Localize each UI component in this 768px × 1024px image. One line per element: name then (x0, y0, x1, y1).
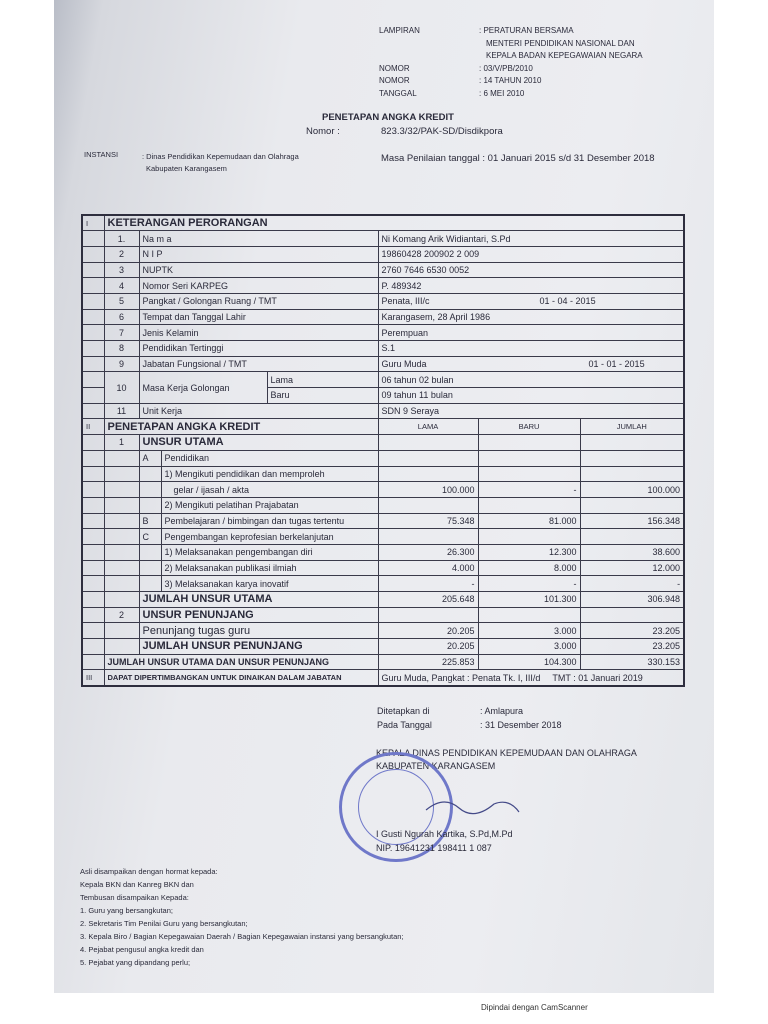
value-baru: - (478, 576, 580, 592)
nomor-sk-value: 823.3/32/PAK-SD/Disdikpora (381, 126, 503, 137)
distribution-item: 5. Pejabat yang dipandang perlu; (80, 958, 191, 967)
lampiran-value: : PERATURAN BERSAMA (479, 26, 574, 35)
section2-roman: II (82, 419, 104, 435)
scanner-watermark: Dipindai dengan CamScanner (481, 1003, 588, 1012)
lama-label: Lama (267, 372, 378, 388)
angka-kredit-table (81, 214, 685, 687)
item-label: Pengembangan keprofesian berkelanjutan (161, 529, 378, 545)
nomor-value-2: : 14 TAHUN 2010 (479, 76, 542, 85)
table-row (82, 450, 684, 466)
section3-roman: III (82, 670, 104, 686)
field-value: Karangasem, 28 April 1986 (378, 309, 684, 325)
value-lama: 205.648 (378, 592, 478, 608)
distribution-item: 3. Kepala Biro / Bagian Kepegawaian Daerah / Bagian Kepegawaian instansi yang bersangkutan; (80, 932, 404, 941)
table-row (82, 560, 684, 576)
row-number: 3 (104, 262, 139, 278)
value-jumlah: 306.948 (580, 592, 684, 608)
value-lama: 20.205 (378, 639, 478, 655)
table-row (82, 262, 684, 278)
item-label: Pendidikan (161, 450, 378, 466)
col-baru: BARU (478, 419, 580, 435)
lampiran-value-line3: KEPALA BADAN KEPEGAWAIAN NEGARA (486, 51, 643, 60)
distribution-line1: Asli disampaikan dengan hormat kepada: (80, 867, 218, 876)
value-jumlah: 100.000 (580, 482, 684, 498)
row-number: 2 (104, 607, 139, 623)
row-number: 9 (104, 356, 139, 372)
section3-value-cell (378, 670, 684, 686)
row-number: 5 (104, 293, 139, 309)
baru-value: 09 tahun 11 bulan (378, 388, 684, 404)
total-label: JUMLAH UNSUR UTAMA DAN UNSUR PENUNJANG (104, 654, 378, 670)
distribution-line3: Tembusan disampaikan Kepada: (80, 893, 189, 902)
pada-tanggal-label: Pada Tanggal (377, 720, 432, 730)
row-number: 1 (104, 435, 139, 451)
section3-tmt: TMT : 01 Januari 2019 (552, 672, 643, 683)
field-value: 2760 7646 6530 0052 (378, 262, 684, 278)
col-lama: LAMA (378, 419, 478, 435)
item-label: Pembelajaran / bimbingan dan tugas tertentu (161, 513, 378, 529)
instansi-value-line2: Kabupaten Karangasem (146, 164, 227, 173)
field-label: Masa Kerja Golongan (139, 372, 267, 403)
value-jumlah: 23.205 (580, 623, 684, 639)
signer-name: I Gusti Ngurah Kartika, S.Pd,M.Pd (376, 829, 513, 839)
tanggal-value: : 6 MEI 2010 (479, 88, 525, 98)
jabatan-line1: KEPALA DINAS PENDIDIKAN KEPEMUDAAN DAN OLAHRAGA (376, 748, 637, 758)
masa-penilaian: Masa Penilaian tanggal : 01 Januari 2015 s/d 31 Desember 2018 (381, 153, 655, 164)
value-jumlah: - (580, 576, 684, 592)
distribution-item: 4. Pejabat pengusul angka kredit dan (80, 945, 204, 954)
section3-value: Guru Muda, Pangkat : Penata Tk. I, III/d (381, 672, 541, 683)
table-row (82, 309, 684, 325)
row-number: 11 (104, 403, 139, 419)
table-row (82, 592, 684, 608)
col-jumlah: JUMLAH (580, 419, 684, 435)
value-baru: 12.300 (478, 544, 580, 560)
row-number: 1. (104, 231, 139, 247)
signer-nip: NIP. 19641231 198411 1 087 (376, 843, 492, 853)
jabatan-value: Guru Muda (381, 359, 427, 370)
item-label: 1) Mengikuti pendidikan dan memproleh (161, 466, 378, 482)
field-label: Na m a (139, 231, 378, 247)
item-label: 2) Melaksanakan publikasi ilmiah (161, 560, 378, 576)
baru-label: Baru (267, 388, 378, 404)
table-row (82, 403, 684, 419)
table-row (82, 607, 684, 623)
signature-scribble (424, 790, 524, 820)
table-row (82, 482, 684, 498)
pada-tanggal-value: : 31 Desember 2018 (480, 720, 562, 730)
field-label: Tempat dan Tanggal Lahir (139, 309, 378, 325)
field-value (378, 356, 684, 372)
table-row (82, 544, 684, 560)
field-value: Perempuan (378, 325, 684, 341)
field-label: Jabatan Fungsional / TMT (139, 356, 378, 372)
row-number: 4 (104, 278, 139, 294)
item-label: gelar / ijasah / akta (161, 482, 378, 498)
value-baru: 3.000 (478, 623, 580, 639)
table-row (82, 529, 684, 545)
value-jumlah: 38.600 (580, 544, 684, 560)
value-lama: 20.205 (378, 623, 478, 639)
table-row (82, 325, 684, 341)
item-label: Penunjang tugas guru (139, 623, 378, 639)
field-label: Jenis Kelamin (139, 325, 378, 341)
section3-label: DAPAT DIPERTIMBANGKAN UNTUK DINAIKAN DALAM JABATAN (104, 670, 378, 686)
tanggal-label: TANGGAL (379, 88, 417, 98)
lampiran-value-line2: MENTERI PENDIDIKAN NASIONAL DAN (486, 38, 635, 48)
value-baru: 104.300 (478, 654, 580, 670)
row-number: 10 (104, 372, 139, 403)
field-label: N I P (139, 246, 378, 262)
jumlah-penunjang-label: JUMLAH UNSUR PENUNJANG (139, 639, 378, 655)
pangkat-tmt: 01 - 04 - 2015 (539, 296, 596, 307)
item-label: 3) Melaksanakan karya inovatif (161, 576, 378, 592)
jumlah-utama-label: JUMLAH UNSUR UTAMA (139, 592, 378, 608)
document-page (54, 0, 714, 993)
table-row (82, 435, 684, 451)
jabatan-tmt: 01 - 01 - 2015 (588, 359, 645, 370)
item-letter: A (139, 450, 161, 466)
table-row (82, 576, 684, 592)
value-jumlah: 330.153 (580, 654, 684, 670)
field-value (378, 293, 684, 309)
value-baru: 81.000 (478, 513, 580, 529)
item-label: 2) Mengikuti pelatihan Prajabatan (161, 497, 378, 513)
table-row (82, 639, 684, 655)
section1-roman: I (82, 215, 104, 231)
lampiran-label: LAMPIRAN (379, 26, 420, 35)
value-baru: 3.000 (478, 639, 580, 655)
field-value: P. 489342 (378, 278, 684, 294)
field-label: Nomor Seri KARPEG (139, 278, 378, 294)
row-number: 2 (104, 246, 139, 262)
field-label: Pendidikan Tertinggi (139, 341, 378, 357)
value-jumlah: 12.000 (580, 560, 684, 576)
field-label: Pangkat / Golongan Ruang / TMT (139, 293, 378, 309)
section3-row (82, 670, 684, 686)
table-row (82, 231, 684, 247)
lampiran-header (379, 25, 679, 100)
field-label: Unit Kerja (139, 403, 378, 419)
row-number: 6 (104, 309, 139, 325)
value-lama: 26.300 (378, 544, 478, 560)
table-row (82, 246, 684, 262)
field-value: Ni Komang Arik Widiantari, S.Pd (378, 231, 684, 247)
value-lama: 75.348 (378, 513, 478, 529)
item-letter: B (139, 513, 161, 529)
value-baru: 101.300 (478, 592, 580, 608)
value-baru: 8.000 (478, 560, 580, 576)
table-row (82, 293, 684, 309)
value-lama: 225.853 (378, 654, 478, 670)
section1-header-row (82, 215, 684, 231)
instansi-value: : Dinas Pendidikan Kepemudaan dan Olahraga (142, 152, 299, 161)
table-row (82, 654, 684, 670)
section1-title: KETERANGAN PERORANGAN (104, 215, 684, 231)
nomor-sk-label: Nomor : (306, 126, 340, 137)
section2-title: PENETAPAN ANGKA KREDIT (104, 419, 378, 435)
distribution-line2: Kepala BKN dan Kanreg BKN dan (80, 880, 194, 889)
table-row (82, 341, 684, 357)
ditetapkan-label: Ditetapkan di (377, 706, 430, 716)
field-value: SDN 9 Seraya (378, 403, 684, 419)
value-baru: - (478, 482, 580, 498)
table-row (82, 372, 684, 388)
row-number: 8 (104, 341, 139, 357)
pangkat-value: Penata, III/c (381, 296, 430, 307)
value-jumlah: 156.348 (580, 513, 684, 529)
item-letter: C (139, 529, 161, 545)
value-jumlah: 23.205 (580, 639, 684, 655)
table-row (82, 497, 684, 513)
lama-value: 06 tahun 02 bulan (378, 372, 684, 388)
nomor-value: : 03/V/PB/2010 (479, 63, 533, 73)
table-row (82, 278, 684, 294)
nomor-label-2: NOMOR (379, 76, 410, 85)
section2-header-row (82, 419, 684, 435)
item-label: 1) Melaksanakan pengembangan diri (161, 544, 378, 560)
field-label: NUPTK (139, 262, 378, 278)
jabatan-line2: KABUPATEN KARANGASEM (376, 761, 496, 771)
table-row (82, 513, 684, 529)
distribution-item: 1. Guru yang bersangkutan; (80, 906, 173, 915)
value-lama: - (378, 576, 478, 592)
unsur-utama-label: UNSUR UTAMA (139, 435, 378, 451)
field-value: S.1 (378, 341, 684, 357)
table-row (82, 356, 684, 372)
value-lama: 100.000 (378, 482, 478, 498)
document-title: PENETAPAN ANGKA KREDIT (322, 112, 454, 123)
row-number: 7 (104, 325, 139, 341)
nomor-label: NOMOR (379, 63, 410, 73)
table-row (82, 623, 684, 639)
field-value: 19860428 200902 2 009 (378, 246, 684, 262)
ditetapkan-value: : Amlapura (480, 706, 524, 716)
unsur-penunjang-label: UNSUR PENUNJANG (139, 607, 378, 623)
value-lama: 4.000 (378, 560, 478, 576)
instansi-label: INSTANSI (84, 150, 119, 159)
distribution-item: 2. Sekretaris Tim Penilai Guru yang bersangkutan; (80, 919, 248, 928)
table-row (82, 466, 684, 482)
